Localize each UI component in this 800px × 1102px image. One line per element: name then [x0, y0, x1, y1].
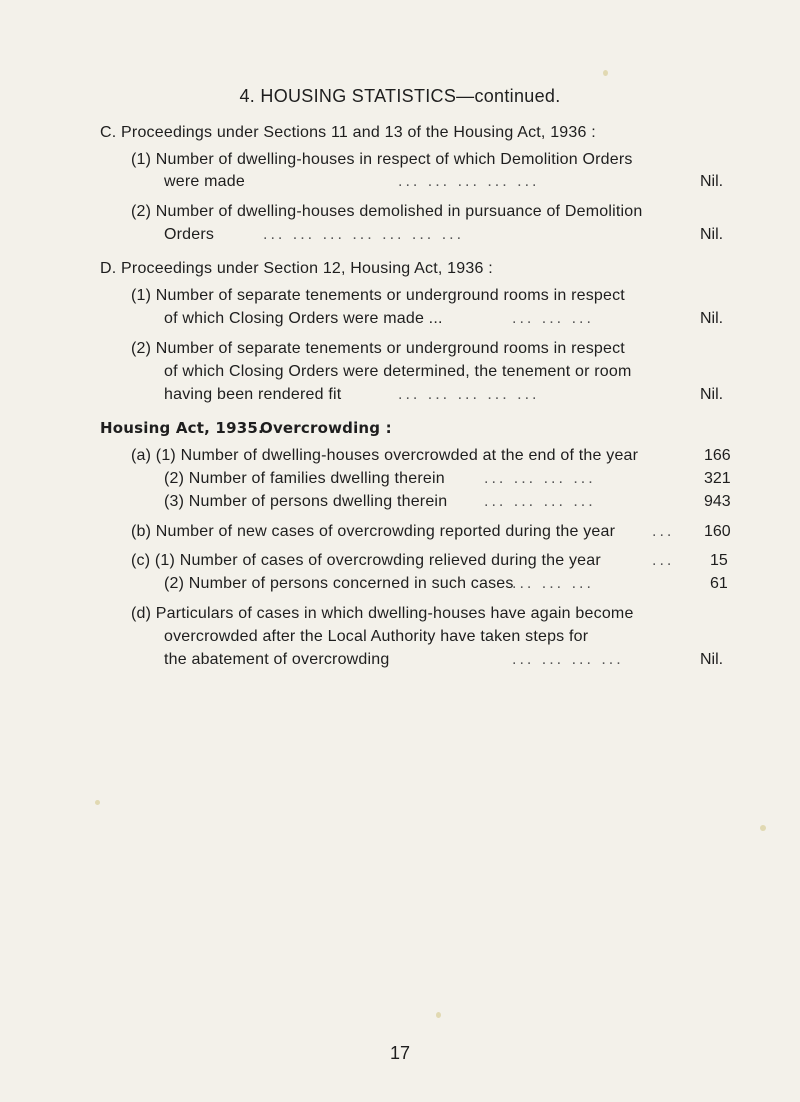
overcrowding-a3: (3) Number of persons dwelling therein — [164, 493, 448, 510]
overcrowding-d-line2: overcrowded after the Local Authority have taken steps for — [164, 628, 589, 645]
overcrowding-a1-value: 166 — [704, 447, 731, 464]
leader-dots: ... ... ... ... ... — [398, 386, 540, 403]
overcrowding-b: (b) Number of new cases of overcrowding reported during the year — [131, 523, 616, 540]
leader-dots: ... ... ... — [512, 310, 594, 327]
overcrowding-d-line1: (d) Particulars of cases in which dwelling-houses have again become — [131, 605, 634, 622]
section-d-item1-line1: (1) Number of separate tenements or underground rooms in respect — [131, 287, 625, 304]
section-c-item1-value: Nil. — [700, 173, 724, 190]
section-c-item1-line1: (1) Number of dwelling-houses in respect of which Demolition Orders — [131, 151, 633, 168]
leader-dots: ... ... ... ... ... ... ... — [263, 226, 465, 243]
leader-dots: ... ... ... ... ... — [398, 173, 540, 190]
overcrowding-a3-value: 943 — [704, 493, 731, 510]
leader-dots: ... ... ... ... — [512, 651, 624, 668]
paper-spot — [95, 800, 100, 805]
section-c-item1-line2 — [164, 171, 245, 193]
leader-dots: ... ... ... ... — [484, 493, 596, 510]
section-c-item2-line1: (2) Number of dwelling-houses demolished in pursuance of Demolition — [131, 203, 643, 220]
section-d-item2-line1: (2) Number of separate tenements or underground rooms in respect — [131, 340, 625, 357]
overcrowding-heading-act: Housing Act, 1935. — [100, 419, 264, 437]
section-d-heading: D. Proceedings under Section 12, Housing Act, 1936 : — [100, 260, 493, 277]
section-d-item1-value: Nil. — [700, 310, 724, 327]
leader-dots: ... ... ... — [512, 575, 594, 592]
overcrowding-d-value: Nil. — [700, 651, 724, 668]
overcrowding-c1-value: 15 — [710, 552, 728, 569]
overcrowding-heading-sub: Overcrowding : — [260, 419, 392, 437]
leader-dots: ... ... ... ... — [484, 470, 596, 487]
section-d-item2-line2: of which Closing Orders were determined, the tenement or room — [164, 363, 632, 380]
overcrowding-a2-value: 321 — [704, 470, 731, 487]
page-title: 4. HOUSING STATISTICS—continued. — [239, 86, 561, 106]
section-c-heading: C. Proceedings under Sections 11 and 13 of the Housing Act, 1936 : — [100, 124, 596, 141]
leader-dots: ... — [652, 523, 675, 540]
paper-spot — [760, 825, 766, 831]
paper-spot — [436, 1012, 441, 1018]
overcrowding-c2-value: 61 — [710, 575, 728, 592]
section-c-item1-label: were made — [164, 173, 245, 190]
page-number: 17 — [389, 1043, 411, 1063]
overcrowding-a1: (a) (1) Number of dwelling-houses overcrowded at the end of the year — [131, 447, 639, 464]
overcrowding-c1: (c) (1) Number of cases of overcrowding relieved during the year — [131, 552, 601, 569]
section-d-item2-line3: having been rendered fit — [164, 386, 342, 403]
paper-spot — [603, 70, 608, 76]
overcrowding-c2: (2) Number of persons concerned in such cases — [164, 575, 514, 592]
overcrowding-b-value: 160 — [704, 523, 731, 540]
section-d-item2-value: Nil. — [700, 386, 724, 403]
section-c-item2-line2: Orders — [164, 226, 215, 243]
overcrowding-a2: (2) Number of families dwelling therein — [164, 470, 445, 487]
leader-dots: ... — [652, 552, 675, 569]
section-c-item2-value: Nil. — [700, 226, 724, 243]
overcrowding-d-line3: the abatement of overcrowding — [164, 651, 390, 668]
section-d-item1-line2: of which Closing Orders were made ... — [164, 310, 443, 327]
